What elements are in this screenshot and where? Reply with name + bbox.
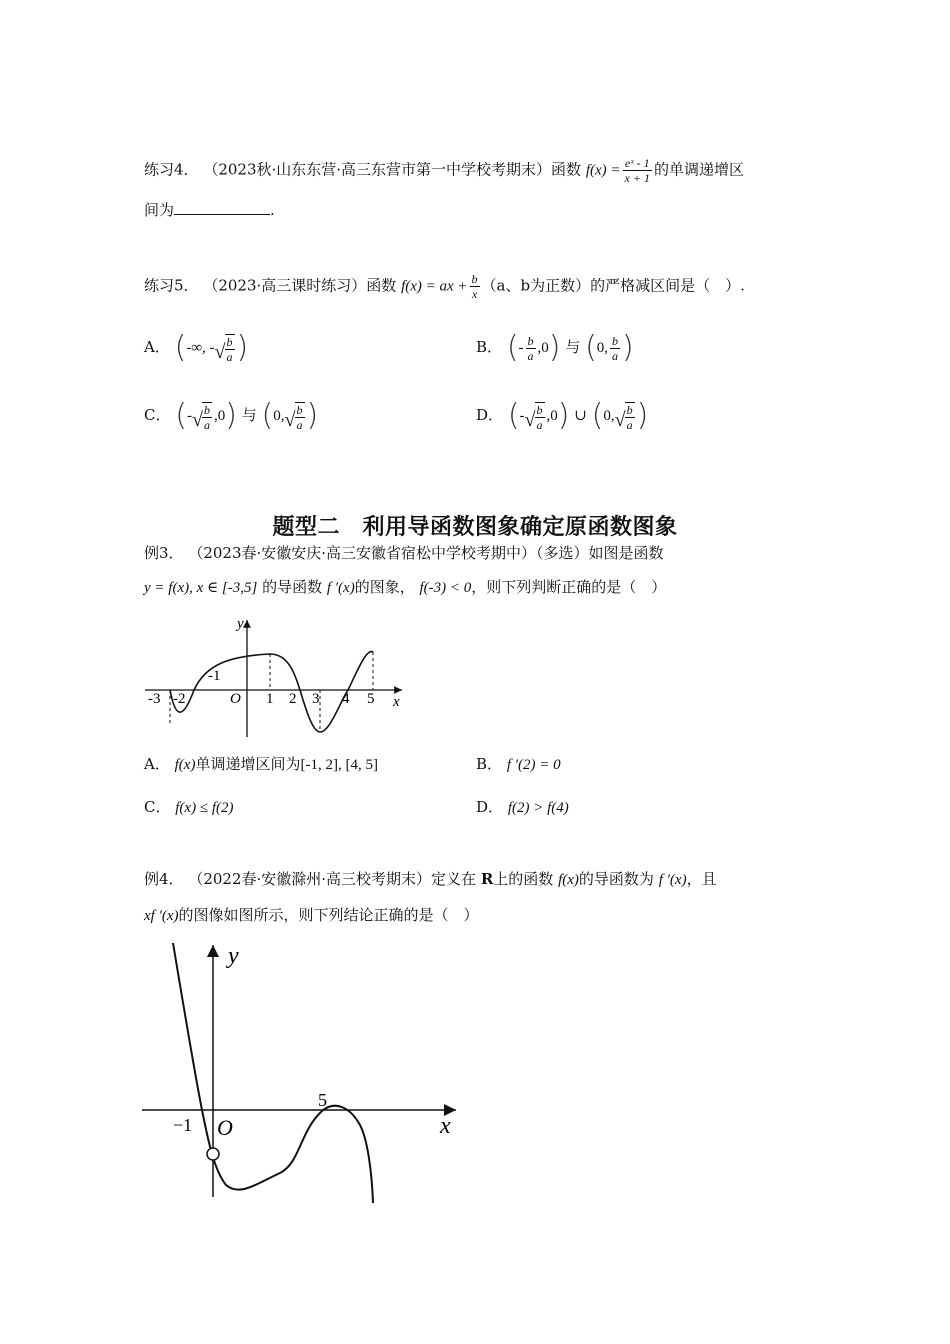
exercise-5-option-b[interactable]: B． (- $\frac{b}{a}$ ,0) 与 (0, $\frac{b}{a}$ ) <box>476 330 634 365</box>
left-paren: ( <box>174 330 187 365</box>
neg-sign: - <box>519 408 525 424</box>
exercise-4-fraction <box>623 156 652 185</box>
x-axis-label: x <box>393 694 400 710</box>
sqrt-b-over-a <box>525 399 547 433</box>
zero: 0 <box>273 408 281 424</box>
origin-label: O <box>217 1115 233 1140</box>
xf-prime-graph <box>140 935 470 1215</box>
example-4-line2-tail: 的图像如图所示，则下列结论正确的是（ ） <box>178 906 479 924</box>
frac-den: a <box>527 348 534 363</box>
frac-den: a <box>226 349 233 364</box>
y-axis-label: y <box>228 943 239 969</box>
exercise-5-fraction <box>470 272 480 301</box>
x-tick-label: -2 <box>173 691 186 707</box>
exercise-5-option-d[interactable]: D． (- √ $\frac{b}{a}$ ,0) ∪ (0, √ $\frac{b}{a}$ ) <box>476 398 648 433</box>
sqrt-b-over-a <box>215 331 237 365</box>
exercise-4-label: 练习4． <box>144 160 199 179</box>
frac-num: √ b <box>296 402 303 417</box>
option-b-text: f ′(2) = 0 <box>506 757 561 773</box>
exercise-4-line1 <box>144 156 744 185</box>
x-tick-label: 5 <box>367 691 375 707</box>
exercise-5-option-a[interactable] <box>144 330 248 365</box>
option-b-label: B． <box>476 338 503 356</box>
left-paren: ( <box>585 330 597 365</box>
exercise-5-denominator: x <box>471 287 478 301</box>
real-numbers-symbol: R <box>480 870 494 888</box>
option-a-left: -∞, - <box>186 340 215 356</box>
right-paren: ) <box>557 398 570 433</box>
tick-label-5: 5 <box>318 1090 327 1110</box>
exercise-5-option-c[interactable]: C． (- √ $\frac{b}{a}$ ,0) 与 (0, √ $\frac{b}{a}$ ) <box>144 398 318 433</box>
exercise-4-line2-text: 间为 <box>144 201 175 219</box>
frac-num: √ b <box>536 402 543 417</box>
exercise-4-line2 <box>144 199 275 221</box>
right-paren: ) <box>622 330 634 365</box>
zero: 0 <box>541 340 549 356</box>
zero: 0 <box>217 408 226 424</box>
y-axis-label: y <box>237 616 244 632</box>
example-3-mid: 的导函数 <box>262 578 323 596</box>
right-paren: ) <box>225 398 237 433</box>
frac-num: √ b <box>226 334 233 349</box>
section-heading: 题型二 利用导函数图象确定原函数图象 <box>272 515 678 540</box>
frac-num: b <box>527 333 534 348</box>
tick-label-neg1: −1 <box>173 1115 193 1135</box>
right-paren: ) <box>236 330 249 365</box>
frac-den: a <box>626 417 633 432</box>
neg-sign: - <box>186 408 192 424</box>
x-axis-label: x <box>440 1113 451 1139</box>
example-4-derivative: f ′(x) <box>658 872 687 888</box>
exercise-5-tail: （a、b为正数）的严格减区间是（ ）. <box>481 276 745 295</box>
option-a-interval: [-1, 2], [4, 5] <box>300 757 378 773</box>
option-d-label: D． <box>476 406 504 424</box>
frac-num: b <box>612 333 619 348</box>
example-4-label: 例4． <box>144 870 184 888</box>
left-paren: ( <box>261 398 274 433</box>
example-4-expression: xf ′(x) <box>144 908 179 924</box>
sqrt-b-over-a <box>285 399 307 433</box>
x-tick-label: -3 <box>148 691 161 707</box>
frac-num: √ b <box>203 402 210 417</box>
option-c-label: C． <box>144 406 171 424</box>
example-3-line2 <box>144 576 666 599</box>
exercise-4-source: （2023秋·山东东营·高三东营市第一中学校考期末）函数 <box>203 160 582 179</box>
neg-sign: - <box>518 340 524 356</box>
frac-b-over-a <box>610 334 620 363</box>
example-3-mid2: 的图象， <box>354 578 415 596</box>
x-tick-label: 2 <box>289 691 297 707</box>
zero: 0 <box>550 408 558 424</box>
frac-den: a <box>296 417 303 432</box>
left-paren: ( <box>506 330 519 365</box>
example-3-option-c[interactable] <box>144 796 233 819</box>
right-paren: ) <box>636 398 649 433</box>
exercise-4-f-lhs: f(x) = <box>585 162 621 179</box>
option-a-fx: f(x) <box>174 757 196 773</box>
example-4-mid: 上的函数 <box>493 870 554 888</box>
example-4-mid2: 的导函数为 <box>578 870 654 888</box>
example-3-derivative: f ′(x) <box>326 580 355 596</box>
exercise-5-source: （2023·高三课时练习）函数 <box>203 276 397 295</box>
option-a-label: A． <box>144 755 170 773</box>
derivative-graph <box>140 612 410 742</box>
exercise-5-f-lhs: f(x) = ax + <box>401 278 468 295</box>
exercise-4-numerator: eˣ - 1 <box>624 156 650 170</box>
sqrt-b-over-a <box>615 399 637 433</box>
y-tick-label: -1 <box>208 668 221 684</box>
option-b-label: B． <box>476 755 503 773</box>
option-a-text: 单调递增区间为 <box>195 755 301 773</box>
right-paren: ) <box>306 398 319 433</box>
option-c-connector: 与 <box>241 406 257 424</box>
frac-den: a <box>612 348 619 363</box>
exercise-5-numerator: b <box>471 272 478 286</box>
example-4-source: （2022春·安徽滁州·高三校考期末）定义在 <box>188 870 477 888</box>
exercise-4-denominator: x + 1 <box>624 171 650 185</box>
x-tick-label: 1 <box>266 691 274 707</box>
option-d-label: D． <box>476 798 504 816</box>
option-c-label: C． <box>144 798 171 816</box>
answer-blank[interactable] <box>174 200 270 215</box>
example-3-condition: f(-3) < 0 <box>419 580 472 596</box>
option-a-label: A． <box>144 338 170 356</box>
origin-label: O <box>230 691 241 707</box>
zero: 0 <box>603 408 611 424</box>
x-tick-label: 3 <box>312 691 320 707</box>
option-c-text: f(x) ≤ f(2) <box>175 800 234 816</box>
option-b-connector: 与 <box>565 338 581 356</box>
exercise-4-period: . <box>270 201 275 219</box>
exercise-5-line1 <box>144 272 745 301</box>
option-d-text: f(2) > f(4) <box>507 800 569 816</box>
frac-num: √ b <box>626 402 633 417</box>
example-4-fx: f(x) <box>558 872 579 888</box>
example-3-option-d[interactable] <box>476 796 569 819</box>
example-4-tail: ，且 <box>686 870 717 888</box>
option-d-connector: ∪ <box>574 406 587 424</box>
left-paren: ( <box>507 398 520 433</box>
example-4-line2 <box>144 904 479 927</box>
sqrt-b-over-a <box>192 399 214 433</box>
example-3-tail: ，则下列判断正确的是（ ） <box>471 578 667 596</box>
xf-prime-curve <box>173 943 373 1203</box>
example-3-line1 <box>144 542 664 564</box>
example-3-source: （2023春·安徽安庆·高三安徽省宿松中学校考期中）（多选）如图是函数 <box>188 544 664 562</box>
example-3-option-a[interactable] <box>144 753 378 776</box>
example-3-option-b[interactable] <box>476 753 561 776</box>
right-paren: ) <box>548 330 561 365</box>
left-paren: ( <box>591 398 604 433</box>
exercise-4-tail: 的单调递增区 <box>653 160 744 179</box>
open-point <box>207 1148 219 1160</box>
x-tick-label: 4 <box>342 691 350 707</box>
frac-den: a <box>536 417 543 432</box>
exercise-5-label: 练习5． <box>144 276 199 295</box>
frac-b-over-a <box>526 334 536 363</box>
frac-den: a <box>203 417 210 432</box>
zero: 0 <box>596 340 605 356</box>
example-3-function: y = f(x), x ∈ [-3,5] <box>144 580 258 596</box>
example-3-label: 例3． <box>144 544 184 562</box>
left-paren: ( <box>175 398 187 433</box>
example-4-line1 <box>144 868 717 891</box>
